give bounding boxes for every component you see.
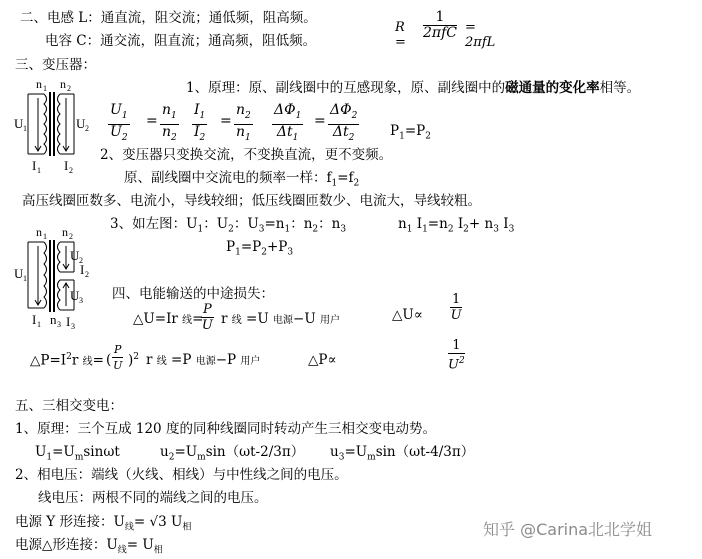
capacitor-line: 电容 C：通交流，阻直流；通高频，阻低频。	[45, 33, 317, 49]
sec5-phase-voltage: 2、相电压：端线（火线、相线）与中性线之间的电压。	[15, 467, 348, 483]
section3-title: 三、变压器：	[15, 57, 96, 73]
svg-text:2: 2	[79, 256, 83, 265]
svg-text:1: 1	[43, 232, 47, 241]
sec5-delta-connection: 电源△形连接：$U_线= U_相$	[15, 537, 163, 556]
svg-text:n: n	[36, 78, 42, 91]
svg-text:2: 2	[85, 270, 89, 279]
svg-text:1: 1	[23, 274, 27, 283]
svg-text:2: 2	[85, 124, 89, 133]
point3-ratio: 3、如左图：$U_1$：$U_2$：$U_3=n_1$：$n_2$：$n_3$	[110, 216, 347, 235]
loss-power-prop: △P∝ $\frac{1}{U^2}$	[308, 338, 465, 373]
hv-lv-text: 高压线圈匝数多、电流小，导线较细；低压线圈匝数少、电流大，导线较粗。	[22, 193, 481, 209]
svg-text:n: n	[50, 312, 57, 327]
svg-text:n: n	[36, 225, 42, 239]
sec5-u3: $u_3=U_m\sin(\omega t-4/3\pi)$	[330, 444, 475, 463]
sec5-principle: 1、原理：三个互成 120 度的同种线圈同时转动产生三相交变电动势。	[15, 421, 436, 437]
sec5-u1: $U_1=U_m\sin\omega t$	[35, 444, 120, 463]
svg-text:1: 1	[23, 124, 27, 133]
svg-text:U: U	[14, 116, 24, 131]
svg-text:I: I	[66, 314, 71, 329]
sec5-line-voltage: 线电压：两根不同的端线之间的电压。	[38, 490, 268, 506]
svg-text:I: I	[32, 312, 37, 327]
point3-power: $P_1=P_2+P_3$	[226, 239, 294, 258]
watermark: 知乎 @Carina北北学姐	[483, 520, 653, 539]
sec5-u2: $u_2=U_m\sin(\omega t-2/3\pi)$	[160, 444, 305, 463]
svg-text:n: n	[60, 78, 66, 91]
svg-text:n: n	[62, 225, 68, 239]
svg-text:2: 2	[67, 84, 71, 93]
svg-text:2: 2	[69, 166, 73, 175]
transformer-diagram-2coil	[14, 78, 94, 176]
svg-text:U: U	[70, 288, 80, 303]
svg-text:I: I	[32, 158, 37, 173]
loss-voltage-prop: △U∝ $\frac{1}{U}$	[392, 292, 462, 323]
section5-title: 五、三相交变电：	[15, 398, 123, 414]
loss-voltage-eq: △U=Ir 线= $\frac{P}{U}$ r 线 =U 电源−U 用户	[133, 302, 341, 333]
principle-text: 1、原理：原、副线圈中的互感现象，原、副线圈中的磁通量的变化率相等。	[186, 80, 641, 96]
section4-title: 四、电能输送的中途损失：	[112, 286, 274, 302]
point3-current: $n_1$ $I_1=n_2$ $I_2+ n_3$ $I_3$	[398, 216, 515, 235]
point2-text: 2、变压器只变换交流，不变换直流，更不变频。	[100, 147, 393, 163]
sec5-y-connection: 电源 Y 形连接：$U_线= √3$ $U_相$	[15, 514, 192, 533]
svg-text:I: I	[64, 158, 69, 173]
svg-text:3: 3	[71, 322, 75, 331]
svg-text:U: U	[76, 116, 86, 131]
svg-text:3: 3	[79, 296, 83, 305]
point2-frequency: 原、副线圈中交流电的频率一样：$f_1=f_2$	[124, 170, 360, 189]
svg-text:1: 1	[37, 320, 41, 329]
loss-power-eq: $\triangle P=I^2r$ 线= ( $\frac{P}{U}$ )$^2$ r 线 =P 电源−P 用户	[30, 343, 261, 372]
svg-text:U: U	[14, 266, 24, 281]
svg-text:1: 1	[37, 166, 41, 175]
svg-text:3: 3	[57, 320, 61, 329]
transformer-diagram-3coil	[14, 224, 104, 332]
svg-text:I: I	[80, 262, 85, 277]
svg-text:1: 1	[43, 84, 47, 93]
inductor-line: 二、电感 L：通直流，阻交流；通低频，阻高频。	[20, 10, 317, 26]
svg-text:2: 2	[69, 232, 73, 241]
svg-text:U: U	[70, 248, 80, 263]
power-equality: $P_1=P_2$	[390, 123, 431, 142]
